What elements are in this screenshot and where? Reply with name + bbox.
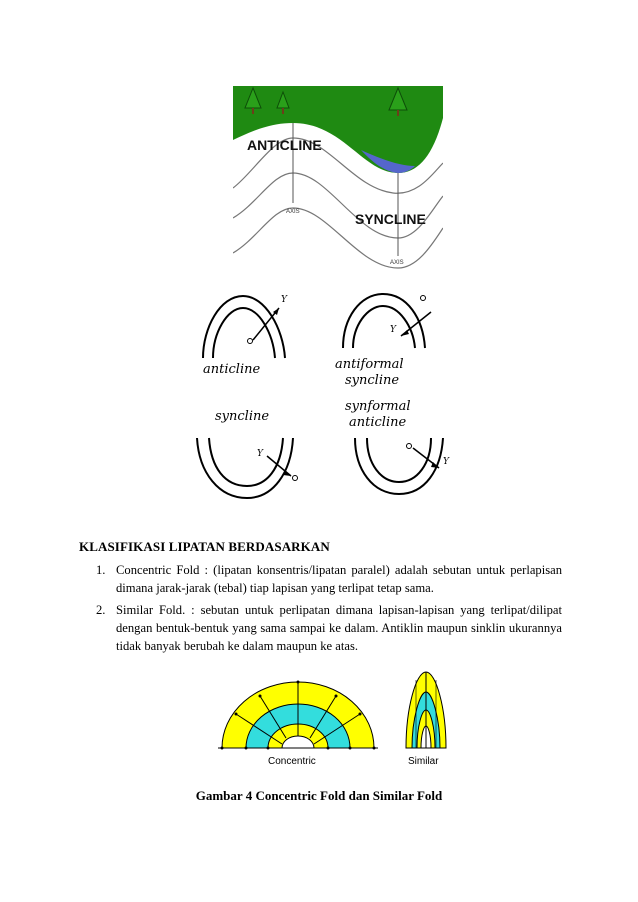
syncline-under-label: syncline bbox=[345, 373, 400, 388]
axis-label-left: AXIS bbox=[286, 209, 300, 215]
svg-text:Y: Y bbox=[390, 325, 396, 335]
list-item bbox=[96, 561, 562, 597]
concentric-label: Concentric bbox=[268, 756, 316, 767]
fold-sketches bbox=[195, 288, 465, 518]
antiformal-label: antiformal bbox=[335, 357, 404, 372]
anticline-under-label: anticline bbox=[349, 415, 407, 430]
axis-label-right: AXIS bbox=[390, 260, 404, 266]
figure-caption: Gambar 4 Concentric Fold dan Similar Fold bbox=[195, 788, 443, 803]
svg-text:Y: Y bbox=[443, 457, 449, 467]
list-number: 2. bbox=[96, 603, 106, 617]
section-heading: KLASIFIKASI LIPATAN BERDASARKAN bbox=[79, 539, 330, 554]
anticline-sketch-label: anticline bbox=[203, 362, 261, 377]
synformal-label: synformal bbox=[345, 399, 411, 414]
y-label: Y bbox=[281, 295, 287, 305]
anticline-sketch bbox=[203, 295, 288, 377]
concentric-similar-diagram bbox=[218, 668, 458, 768]
antiformal-syncline-sketch bbox=[335, 294, 431, 388]
svg-text:Y: Y bbox=[257, 449, 263, 459]
similar-label: Similar bbox=[408, 756, 439, 767]
list-item bbox=[96, 601, 562, 655]
syncline-sketch-label: syncline bbox=[215, 409, 270, 424]
concentric-fold-diagram bbox=[218, 681, 378, 768]
list-text: Similar Fold. : sebutan untuk perlipatan dimana lapisan-lapisan yang terlipat/dilipat dengan bentuk-bentuk yang sama sampai ke dalam. Antiklin maupun sinklin ukurannya tidak banyak berubah ke dalam maupun ke atas. bbox=[116, 603, 562, 653]
list-number: 1. bbox=[96, 563, 106, 577]
synformal-anticline-sketch bbox=[345, 399, 450, 494]
anticline-label: ANTICLINE bbox=[247, 137, 322, 153]
similar-fold-diagram bbox=[406, 672, 446, 767]
syncline-sketch bbox=[197, 409, 298, 498]
list-text: Concentric Fold : (lipatan konsentris/lipatan paralel) adalah sebutan untuk perlapisan dimana jarak-jarak (tebal) tiap lapisan yang terlipat tetap sama. bbox=[116, 563, 562, 595]
syncline-label: SYNCLINE bbox=[355, 211, 426, 227]
anticline-syncline-diagram bbox=[233, 78, 443, 284]
